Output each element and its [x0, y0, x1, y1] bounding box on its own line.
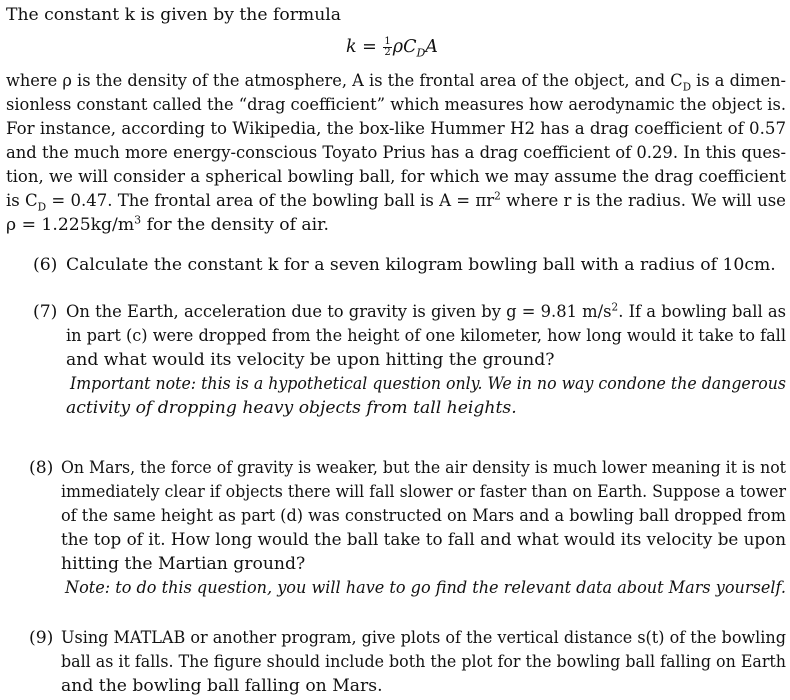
q7-line1-sup: 2	[611, 300, 619, 314]
intro-paragraph-line-4: and the much more energy-conscious Toyato Prius has a drag coefficient of 0.29. In this ques-	[6, 143, 787, 163]
intro-paragraph-line-6	[6, 189, 786, 213]
question-7-note-line-2: activity of dropping heavy objects from tall heights.	[66, 398, 517, 418]
intro-p7b: for the density of air.	[141, 215, 329, 235]
question-9-label: (9)	[29, 628, 54, 648]
formula-equals: =	[356, 37, 383, 57]
formula-fraction	[383, 37, 391, 58]
intro-paragraph-line-2: sionless constant called the “drag coefficient” which measures how aerodynamic the object is.	[6, 95, 787, 115]
question-7-line-1	[66, 300, 786, 324]
intro-paragraph-line-5: tion, we will consider a spherical bowling ball, for which we may assume the drag coefficient	[6, 167, 787, 187]
formula-denominator: 2	[384, 47, 391, 58]
intro-p1-text: where ρ is the density of the atmosphere, A is the frontal area of the object, and C	[6, 71, 683, 91]
q7-line1a: On the Earth, acceleration due to gravity is given by g = 9.81 m/s	[66, 302, 612, 322]
intro-p6c: where r is the radius. We will use	[500, 191, 786, 211]
intro-paragraph-line-1	[6, 69, 786, 93]
intro-paragraph-line-7	[6, 213, 329, 237]
question-8-line-1: On Mars, the force of gravity is weaker, but the air density is much lower meaning it is not	[61, 458, 787, 478]
question-8-label: (8)	[29, 458, 54, 478]
intro-paragraph-line-3: For instance, according to Wikipedia, the box-like Hummer H2 has a drag coefficient of 0.57	[6, 119, 787, 139]
question-8-line-2: immediately clear if objects there will fall slower or faster than on Earth. Suppose a tower	[61, 482, 787, 502]
question-9-line-2: ball as it falls. The figure should include both the plot for the bowling ball falling on Earth	[61, 652, 787, 672]
question-7-label: (7)	[33, 302, 58, 322]
intro-p7a: ρ = 1.225kg/m	[6, 215, 135, 235]
intro-line-1: The constant k is given by the formula	[6, 5, 342, 25]
question-8-note: Note: to do this question, you will have to go find the relevant data about Mars yourself.	[65, 578, 787, 598]
intro-p6a: is C	[6, 191, 38, 211]
question-9-line-3: and the bowling ball falling on Mars.	[61, 676, 383, 696]
question-7-note-line-1: Important note: this is a hypothetical question only. We in no way condone the dangerous	[70, 374, 787, 394]
formula-subscript-d: D	[416, 46, 426, 60]
question-6-text: Calculate the constant k for a seven kilogram bowling ball with a radius of 10cm.	[66, 255, 776, 275]
intro-p6b: = 0.47. The frontal area of the bowling ball is A = πr	[46, 191, 495, 211]
formula-numerator: 1	[384, 36, 391, 47]
q7-line1b: . If a bowling ball as	[618, 302, 786, 322]
formula-rho-c: ρC	[392, 37, 417, 57]
question-8-line-3: of the same height as part (d) was constructed on Mars and a bowling ball dropped from	[61, 506, 786, 526]
question-7-line-3: and what would its velocity be upon hitting the ground?	[66, 350, 555, 370]
intro-p6-sub: D	[37, 200, 47, 214]
formula-k: k	[346, 37, 357, 57]
intro-p1-sub: D	[682, 80, 692, 94]
intro-p1-end: is a dimen-	[691, 71, 787, 91]
question-8-line-5: hitting the Martian ground?	[61, 554, 306, 574]
question-6-label: (6)	[33, 255, 58, 275]
question-9-line-1: Using MATLAB or another program, give plots of the vertical distance s(t) of the bowling	[61, 628, 786, 648]
intro-p7-sup: 3	[134, 213, 142, 227]
question-7-line-2: in part (c) were dropped from the height of one kilometer, how long would it take to fall	[66, 326, 787, 346]
question-8-line-4: the top of it. How long would the ball take to fall and what would its velocity be upon	[61, 530, 787, 550]
drag-formula	[346, 34, 438, 60]
intro-p6-sup: 2	[494, 189, 501, 203]
formula-a: A	[425, 37, 438, 57]
